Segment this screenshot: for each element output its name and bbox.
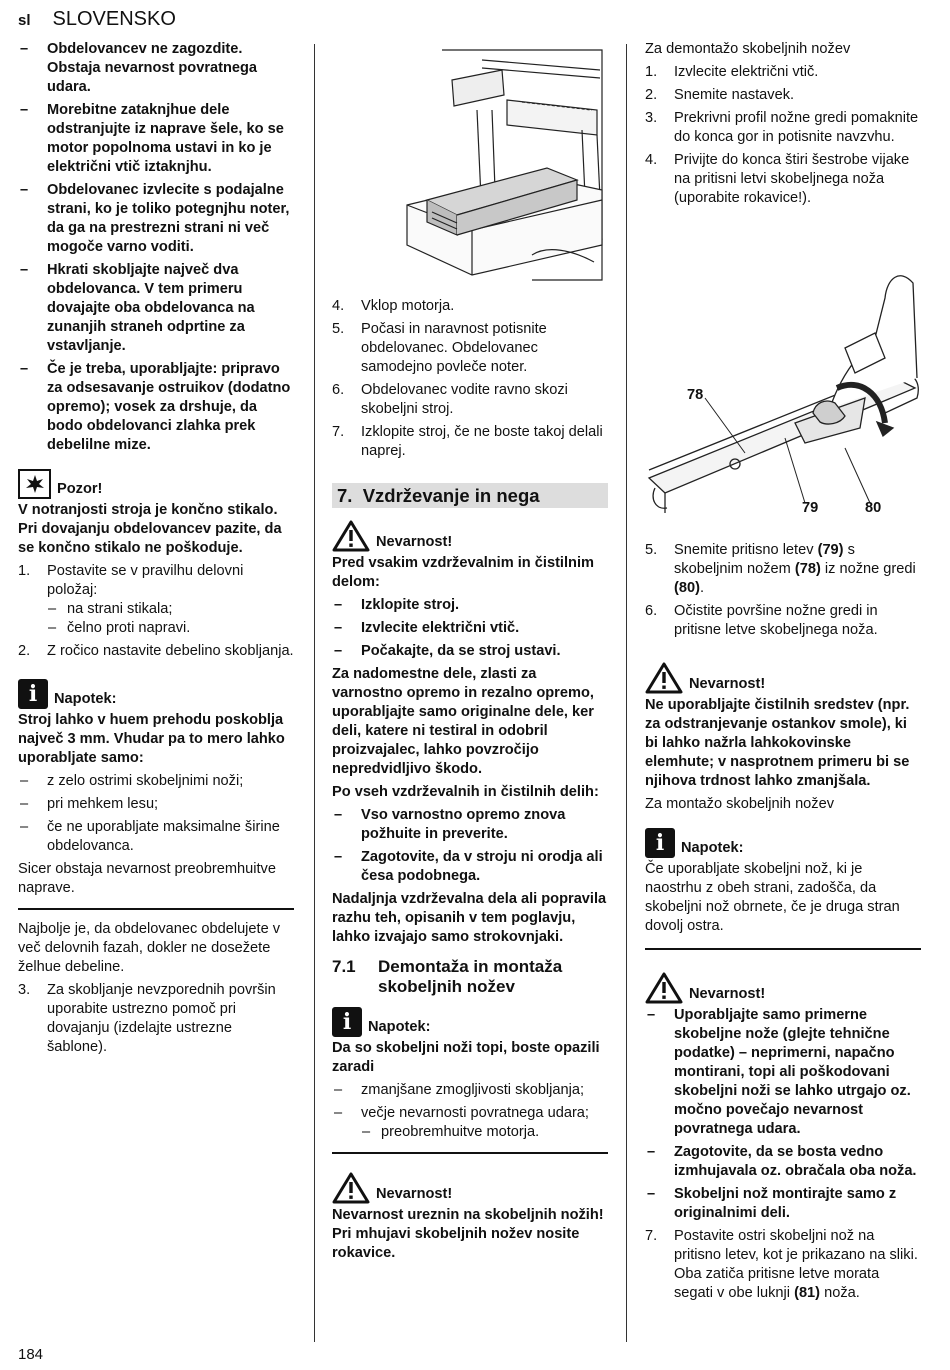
warning-triangle-icon — [332, 1172, 370, 1204]
info-icon: i — [332, 1007, 362, 1037]
divider — [332, 1152, 608, 1154]
info-icon: i — [18, 679, 48, 709]
subsection-heading: 7.1 Demontaža in montaža skobeljnih nožev — [332, 957, 563, 996]
planer-feeding-illustration — [332, 40, 608, 292]
column-3-lower — [645, 541, 921, 1307]
list-item: 2. Snemite nastavek. — [645, 87, 795, 103]
list-item: – Hkrati skobljajte največ dva obdelovanca. V tem primeru dovajajte oba obdelovanca na zunanjih straneh odprtine za vstavljanje. — [18, 261, 294, 356]
list-item: 1. Postavite se v pravilhu delovni položaj: – na strani stikala; – čelno proti napravi. — [18, 562, 294, 638]
pozor-heading — [18, 469, 294, 499]
napotek-heading: i Napotek: — [645, 828, 921, 858]
language-code: sl — [18, 12, 31, 29]
paragraph: Če uporabljate skobeljni nož, ki je naostrhu z obeh strani, zadošča, da skobeljni nož obrnete, če je druga stran dovolj ostra. — [645, 861, 900, 934]
nevarnost-heading: Nevarnost! — [645, 662, 921, 694]
list-item: – Obdelovancev ne zagozdite. Obstaja nevarnost povratnega udara. — [18, 40, 294, 97]
list-item: – Če je treba, uporabljajte: pripravo za odsesavanje ostruikov (dodatno opremo); vosek za drshuje, da bodo obdelovanci zlahka prek debelilne mize. — [18, 360, 294, 455]
hand-warning-icon — [18, 469, 51, 499]
list-item: – Zagotovite, da v stroju ni orodja ali česa podobnega. — [332, 848, 608, 886]
list-item: – zmanjšane zmogljivosti skobljanja; — [332, 1081, 608, 1100]
list-item: – Zagotovite, da se bosta vedno izmhujavala oz. obračala oba noža. — [645, 1143, 921, 1181]
paragraph: Za demontažo skobeljnih nožev — [645, 41, 851, 57]
column-3 — [645, 40, 921, 212]
nevarnost-heading: Nevarnost! — [332, 520, 608, 552]
warning-triangle-icon — [645, 662, 683, 694]
list-item: – večje nevarnosti povratnega udara; – preobremhuitve motorja. — [332, 1104, 608, 1142]
info-icon: i — [645, 828, 675, 858]
list-item: – Izvlecite električni vtič. — [332, 619, 608, 638]
section-heading: 7. Vzdrževanje in nega — [332, 483, 608, 508]
paragraph: Za montažo skobeljnih nožev — [645, 796, 835, 812]
steps-list — [332, 297, 608, 461]
page-number: 184 — [18, 1346, 44, 1363]
divider — [18, 908, 294, 910]
paragraph: Po vseh vzdrževalnih in čistilnih delih: — [332, 784, 599, 800]
blade-removal-illustration — [645, 238, 921, 528]
napotek-list — [18, 772, 294, 856]
paragraph: Nadaljnja vzdrževalna dela ali popravila razhu teh, opisanih v tem poglavju, lahko izvajajo samo strokovnjaki. — [332, 891, 607, 945]
nevarnost-heading: Nevarnost! — [332, 1172, 608, 1204]
paragraph: Sicer obstaja nevarnost preobremhuitve naprave. — [18, 861, 276, 896]
list-item: 2. Z ročico nastavite debelino skobljanja. — [18, 643, 294, 659]
divider — [645, 948, 921, 950]
list-item: – Skobeljni nož montirajte samo z originalnimi deli. — [645, 1185, 921, 1223]
column-1 — [18, 40, 294, 1061]
page-header — [18, 8, 176, 31]
warning-triangle-icon — [645, 972, 683, 1004]
list-item: 1. Izvlecite električni vtič. — [645, 64, 819, 80]
paragraph: Za nadomestne dele, zlasti za varnostno opremo in rezalno opremo, uporabljajte samo originalne dele, ker deli, katere ni testiral in odobril proizvajalec, lahko povzročijo nepredvidljivo škodo. — [332, 666, 594, 777]
list-item: 6. Očistite površine nožne gredi in pritisne letve skobeljnega noža. — [645, 603, 878, 638]
sub-item: – na strani stikala; — [47, 600, 294, 619]
list-item: – Morebitne zataknjhue dele odstranjujte iz naprave šele, ko se motor popolnoma ustavi in ko je električni vtič iztaknjhu. — [18, 101, 294, 177]
list-item: – Obdelovanec izvlecite s podajalne strani, ko je toliko potegnjhu noter, da ga na prestrezni strani ni več mogoče varno voditi. — [18, 181, 294, 257]
paragraph: Ne uporabljajte čistilnih sredstev (npr. za odstranjevanje ostankov smole), ki bi lahko nažrla lahkokovinske elemhute; v nasprotnem primeru bi se njihova trdnost lahko zmanjšala. — [645, 697, 910, 789]
list-item: 4. Privijte do konca štiri šestrobe vijake na pritisni letvi skobeljnega noža (uporabite rokavice!). — [645, 152, 910, 206]
list-item: 4. Vklop motorja. — [332, 298, 455, 314]
list-item: 7. Postavite ostri skobeljni nož na pritisno letev, kot je prikazano na sliki. Oba zatiča pritisne letve morata segati v obe luknji (81) noža. — [645, 1228, 918, 1301]
sub-item: – preobremhuitve motorja. — [361, 1123, 608, 1142]
paragraph: Nevarnost ureznin na skobeljnih nožih! Pri mhujavi skobeljnih nožev nosite rokavice. — [332, 1207, 604, 1261]
list-item: 5. Počasi in naravnost potisnite obdelovanec. Obdelovanec samodejno povleče noter. — [332, 321, 547, 375]
list-item: – z zelo ostrimi skobeljnimi noži; — [18, 772, 294, 791]
list-item: – Izklopite stroj. — [332, 596, 608, 615]
pozor-text: V notranjosti stroja je končno stikalo. Pri dovajanju obdelovancev pazite, da se končno stikalo ne poškoduje. — [18, 502, 282, 556]
language-title: SLOVENSKO — [52, 8, 176, 30]
list-item: – Počakajte, da se stroj ustavi. — [332, 642, 608, 661]
callout-80: 80 — [865, 500, 882, 516]
list-item: – Vso varnostno opremo znova požhuite in preverite. — [332, 806, 608, 844]
nevarnost-heading: Nevarnost! — [645, 972, 921, 1004]
column-divider — [314, 44, 315, 1342]
list-item: 5. Snemite pritisno letev (79) s skobeljnim nožem (78) iz nožne gredi (80). — [645, 542, 916, 596]
steps-list — [18, 562, 294, 661]
list-item: 6. Obdelovanec vodite ravno skozi skobeljni stroj. — [332, 382, 568, 417]
list-item: 3. Prekrivni profil nožne gredi pomaknite do konca gor in potisnite navzvhu. — [645, 110, 919, 145]
pozor-label: Pozor! — [57, 481, 103, 497]
list-item: – pri mehkem lesu; — [18, 795, 294, 814]
paragraph: Najbolje je, da obdelovanec obdelujete v več delovnih fazah, dokler ne dosežete želhue debeline. — [18, 921, 281, 975]
column-2 — [332, 297, 608, 1267]
warning-triangle-icon — [332, 520, 370, 552]
list-item: 3. Za skobljanje nevzporednih površin uporabite ustrezno pomoč pri dovajanju (izdelajte ustrezne šablone). — [18, 982, 276, 1055]
paragraph: Da so skobeljni noži topi, boste opazili zaradi — [332, 1040, 600, 1075]
list-item: 7. Izklopite stroj, če ne boste takoj delali naprej. — [332, 424, 603, 459]
napotek-heading: i Napotek: — [332, 1007, 608, 1037]
list-item: – Uporabljajte samo primerne skobeljne nože (glejte tehnične podatke) – neprimerni, napačno montirani, topi ali poškodovani skobeljni noži se lahko utrgajo oz. močno povečajo nevarnost povratnega udara. — [645, 1006, 921, 1139]
napotek-heading: i Napotek: — [18, 679, 294, 709]
sub-item: – čelno proti napravi. — [47, 619, 294, 638]
callout-79: 79 — [802, 500, 819, 516]
paragraph: Pred vsakim vzdrževalnim in čistilnim delom: — [332, 555, 594, 590]
callout-78: 78 — [687, 387, 704, 403]
napotek-text: Stroj lahko v huem prehodu poskoblja največ 3 mm. Vhudar pa to mero lahko uporabljate samo: — [18, 712, 285, 766]
list-item: – če ne uporabljate maksimalne širine obdelovanca. — [18, 818, 294, 856]
column-divider — [626, 44, 627, 1342]
safety-bullets — [18, 40, 294, 455]
